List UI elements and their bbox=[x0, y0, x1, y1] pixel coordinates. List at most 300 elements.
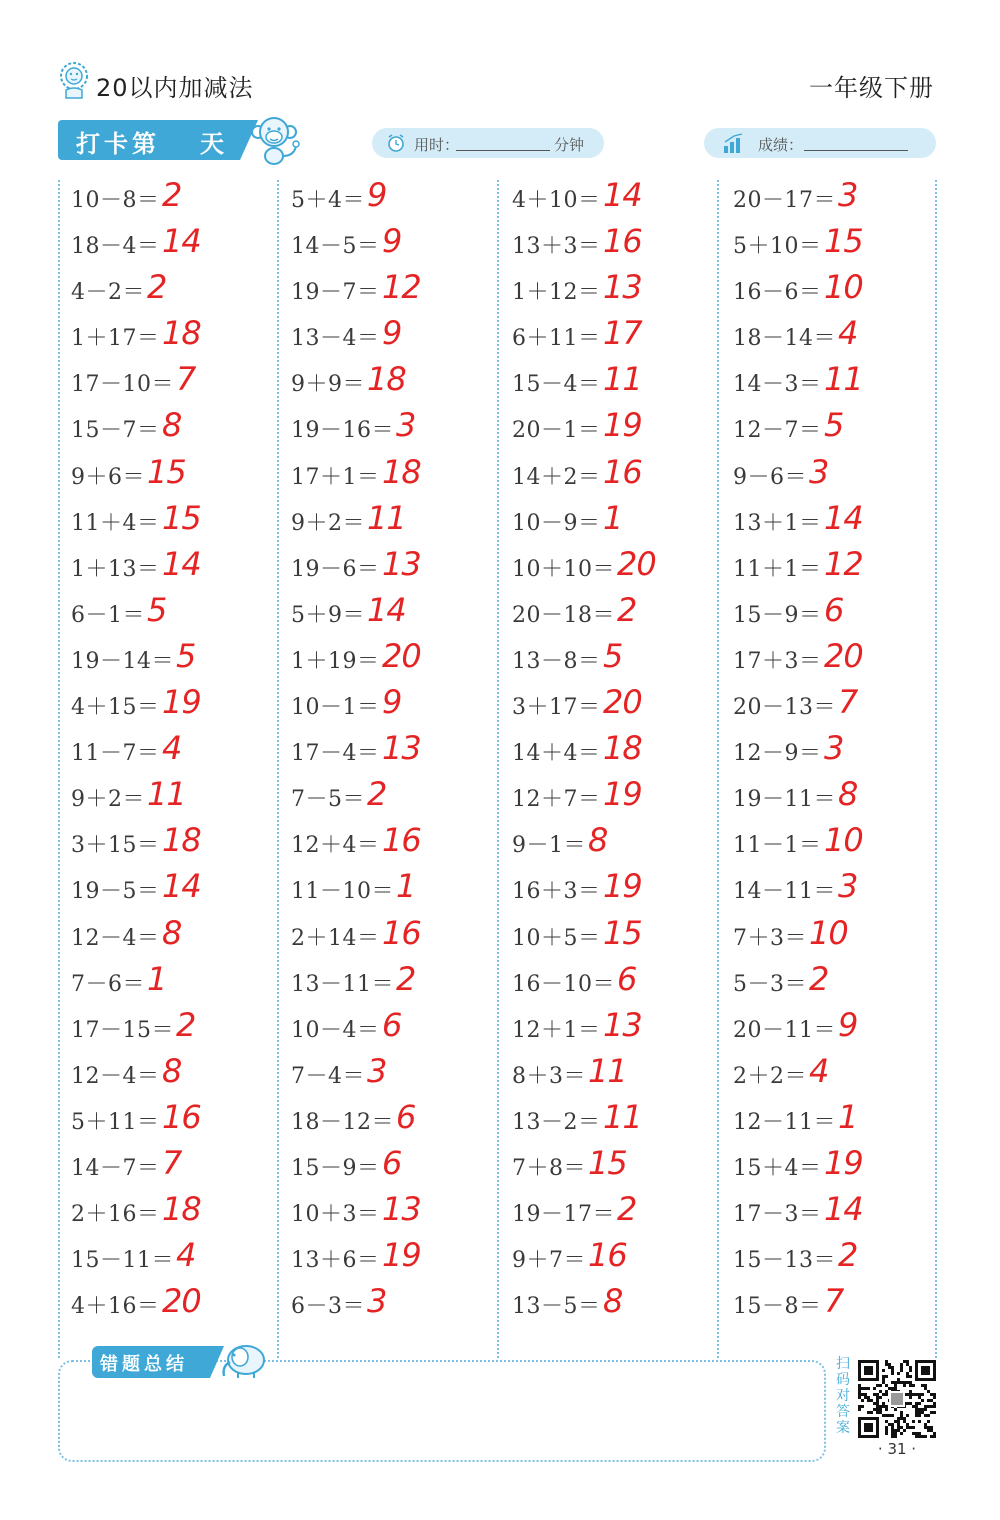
problem-row bbox=[720, 176, 940, 222]
handwritten-answer[interactable]: 2 bbox=[396, 959, 416, 998]
time-label: 用时： bbox=[414, 136, 460, 154]
problem-row bbox=[278, 1144, 498, 1190]
equation-text: 11＋1＝ bbox=[733, 556, 822, 582]
handwritten-answer[interactable]: 8 bbox=[603, 1282, 623, 1321]
problem-row bbox=[58, 1098, 278, 1144]
equation-text: 13＋1＝ bbox=[733, 510, 822, 536]
equation-text: 11－10＝ bbox=[291, 879, 394, 905]
equation-text: 10＋10＝ bbox=[512, 556, 615, 582]
equation-text: 12＋1＝ bbox=[512, 1017, 601, 1043]
handwritten-answer[interactable]: 8 bbox=[588, 821, 608, 860]
equation-text: 19－5＝ bbox=[71, 879, 160, 905]
handwritten-answer[interactable]: 2 bbox=[367, 775, 387, 814]
handwritten-answer[interactable]: 2 bbox=[838, 1236, 858, 1275]
handwritten-answer[interactable]: 18 bbox=[162, 821, 201, 860]
handwritten-answer[interactable]: 11 bbox=[588, 1051, 627, 1090]
problem-row bbox=[278, 1052, 498, 1098]
problem-row bbox=[278, 729, 498, 775]
problem-row bbox=[58, 729, 278, 775]
equation-text: 3＋17＝ bbox=[512, 695, 601, 721]
handwritten-answer[interactable]: 9 bbox=[367, 176, 387, 214]
equation-text: 13－4＝ bbox=[291, 326, 380, 352]
problem-row bbox=[58, 314, 278, 360]
equation-text: 7－5＝ bbox=[291, 787, 365, 813]
equation-text: 17＋1＝ bbox=[291, 464, 380, 490]
problem-row bbox=[278, 499, 498, 545]
handwritten-answer[interactable]: 15 bbox=[588, 1143, 627, 1182]
handwritten-answer[interactable]: 18 bbox=[162, 1190, 201, 1229]
problem-row bbox=[58, 683, 278, 729]
equation-text: 14－3＝ bbox=[733, 372, 822, 398]
handwritten-answer[interactable]: 12 bbox=[382, 268, 421, 307]
equation-text: 13＋3＝ bbox=[512, 234, 601, 260]
handwritten-answer[interactable]: 20 bbox=[382, 636, 421, 675]
equation-text: 5＋11＝ bbox=[71, 1109, 160, 1135]
handwritten-answer[interactable]: 8 bbox=[162, 406, 182, 445]
time-pill bbox=[372, 128, 604, 158]
equation-text: 4＋10＝ bbox=[512, 188, 601, 213]
equation-text: 15－9＝ bbox=[733, 602, 822, 628]
equation-text: 20－1＝ bbox=[512, 418, 601, 444]
book-title: 20以内加减法 bbox=[96, 74, 254, 102]
problem-row bbox=[720, 222, 940, 268]
equation-text: 12－4＝ bbox=[71, 925, 160, 951]
handwritten-answer[interactable]: 13 bbox=[382, 544, 421, 583]
time-input-blank[interactable] bbox=[456, 134, 550, 151]
problem-row bbox=[720, 360, 940, 406]
problem-row bbox=[278, 1190, 498, 1236]
problem-row bbox=[278, 775, 498, 821]
handwritten-answer[interactable]: 6 bbox=[396, 1097, 416, 1136]
problem-row bbox=[499, 729, 719, 775]
problem-row bbox=[720, 914, 940, 960]
equation-text: 10－4＝ bbox=[291, 1017, 380, 1043]
handwritten-answer[interactable]: 3 bbox=[396, 406, 416, 445]
problem-row bbox=[58, 499, 278, 545]
problem-row bbox=[58, 1052, 278, 1098]
equation-text: 12＋4＝ bbox=[291, 833, 380, 859]
problem-row bbox=[278, 545, 498, 591]
equation-text: 13－11＝ bbox=[291, 971, 394, 997]
equation-text: 20－11＝ bbox=[733, 1017, 836, 1043]
equation-text: 11－7＝ bbox=[71, 741, 160, 767]
handwritten-answer[interactable]: 6 bbox=[617, 959, 637, 998]
handwritten-answer[interactable]: 4 bbox=[838, 314, 858, 353]
checkin-label: 打卡第 bbox=[76, 130, 160, 158]
equation-text: 14－7＝ bbox=[71, 1155, 160, 1181]
problem-row bbox=[58, 176, 278, 222]
problem-row bbox=[720, 1236, 940, 1282]
equation-text: 5－3＝ bbox=[733, 971, 807, 997]
equation-text: 20－18＝ bbox=[512, 602, 615, 628]
handwritten-answer[interactable]: 13 bbox=[382, 1190, 421, 1229]
handwritten-answer[interactable]: 18 bbox=[382, 452, 421, 491]
equation-text: 19－17＝ bbox=[512, 1202, 615, 1228]
equation-text: 14＋4＝ bbox=[512, 741, 601, 767]
handwritten-answer[interactable]: 8 bbox=[162, 1051, 182, 1090]
problem-row bbox=[278, 453, 498, 499]
handwritten-answer[interactable]: 3 bbox=[838, 176, 858, 214]
checkin-day-label: 天 bbox=[200, 130, 224, 158]
equation-text: 3＋15＝ bbox=[71, 833, 160, 859]
equation-text: 17－3＝ bbox=[733, 1202, 822, 1228]
equation-text: 2＋2＝ bbox=[733, 1063, 807, 1089]
equation-text: 4＋15＝ bbox=[71, 695, 160, 721]
equation-text: 15－11＝ bbox=[71, 1248, 174, 1274]
problem-column-3 bbox=[499, 176, 719, 1328]
handwritten-answer[interactable]: 20 bbox=[603, 683, 642, 722]
equation-text: 18－12＝ bbox=[291, 1109, 394, 1135]
mistake-summary-label: 错题总结 bbox=[100, 1354, 188, 1375]
handwritten-answer[interactable]: 4 bbox=[809, 1051, 829, 1090]
handwritten-answer[interactable]: 19 bbox=[603, 775, 642, 814]
problem-row bbox=[278, 222, 498, 268]
problem-row bbox=[58, 914, 278, 960]
problem-row bbox=[278, 1236, 498, 1282]
handwritten-answer[interactable]: 2 bbox=[162, 176, 182, 214]
equation-text: 14－11＝ bbox=[733, 879, 836, 905]
problem-row bbox=[499, 314, 719, 360]
equation-text: 9－6＝ bbox=[733, 464, 807, 490]
handwritten-answer[interactable]: 2 bbox=[809, 959, 829, 998]
handwritten-answer[interactable]: 16 bbox=[382, 821, 421, 860]
problem-row bbox=[58, 1006, 278, 1052]
problem-row bbox=[499, 960, 719, 1006]
handwritten-answer[interactable]: 11 bbox=[367, 498, 406, 537]
problem-row bbox=[720, 729, 940, 775]
problem-row bbox=[720, 1282, 940, 1328]
problem-row bbox=[58, 406, 278, 452]
handwritten-answer[interactable]: 2 bbox=[617, 1190, 637, 1229]
handwritten-answer[interactable]: 1 bbox=[603, 498, 623, 537]
equation-text: 10＋5＝ bbox=[512, 925, 601, 951]
mistake-summary-banner bbox=[92, 1346, 210, 1378]
handwritten-answer[interactable]: 11 bbox=[824, 360, 863, 399]
problem-column-4 bbox=[720, 176, 940, 1328]
handwritten-answer[interactable]: 9 bbox=[382, 314, 402, 353]
handwritten-answer[interactable]: 8 bbox=[162, 913, 182, 952]
problem-row bbox=[720, 775, 940, 821]
handwritten-answer[interactable]: 3 bbox=[824, 729, 844, 768]
handwritten-answer[interactable]: 5 bbox=[147, 590, 167, 629]
handwritten-answer[interactable]: 16 bbox=[382, 913, 421, 952]
problem-row bbox=[278, 360, 498, 406]
equation-text: 2＋16＝ bbox=[71, 1202, 160, 1228]
handwritten-answer[interactable]: 18 bbox=[162, 314, 201, 353]
equation-text: 4＋16＝ bbox=[71, 1294, 160, 1320]
handwritten-answer[interactable]: 4 bbox=[162, 729, 182, 768]
equation-text: 12＋7＝ bbox=[512, 787, 601, 813]
handwritten-answer[interactable]: 14 bbox=[824, 498, 863, 537]
equation-text: 7－6＝ bbox=[71, 971, 145, 997]
handwritten-answer[interactable]: 13 bbox=[382, 729, 421, 768]
equation-text: 5＋4＝ bbox=[291, 188, 365, 213]
equation-text: 14－5＝ bbox=[291, 234, 380, 260]
equation-text: 7－4＝ bbox=[291, 1063, 365, 1089]
score-label: 成绩： bbox=[758, 136, 804, 154]
problem-row bbox=[58, 1236, 278, 1282]
handwritten-answer[interactable]: 13 bbox=[603, 268, 642, 307]
problem-row bbox=[499, 821, 719, 867]
problem-row bbox=[720, 1098, 940, 1144]
score-pill bbox=[704, 128, 936, 158]
score-input-blank[interactable] bbox=[804, 134, 908, 151]
equation-text: 12－4＝ bbox=[71, 1063, 160, 1089]
problem-row bbox=[278, 314, 498, 360]
handwritten-answer[interactable]: 11 bbox=[603, 360, 642, 399]
problem-row bbox=[720, 1144, 940, 1190]
problem-row bbox=[720, 499, 940, 545]
problem-row bbox=[499, 268, 719, 314]
equation-text: 20－13＝ bbox=[733, 695, 836, 721]
problem-row bbox=[499, 1052, 719, 1098]
equation-text: 9＋2＝ bbox=[71, 787, 145, 813]
equation-text: 10－1＝ bbox=[291, 695, 380, 721]
problem-row bbox=[499, 222, 719, 268]
handwritten-answer[interactable]: 14 bbox=[162, 867, 201, 906]
problem-row bbox=[499, 176, 719, 222]
problem-row bbox=[720, 406, 940, 452]
handwritten-answer[interactable]: 14 bbox=[367, 590, 406, 629]
equation-text: 9＋9＝ bbox=[291, 372, 365, 398]
problem-row bbox=[499, 591, 719, 637]
alarm-clock-icon bbox=[386, 133, 406, 153]
problem-row bbox=[58, 222, 278, 268]
handwritten-answer[interactable]: 20 bbox=[162, 1282, 201, 1321]
equation-text: 4－2＝ bbox=[71, 280, 145, 306]
problem-row bbox=[499, 775, 719, 821]
handwritten-answer[interactable]: 7 bbox=[176, 360, 196, 399]
equation-text: 17＋3＝ bbox=[733, 648, 822, 674]
equation-text: 19－16＝ bbox=[291, 418, 394, 444]
equation-text: 17－15＝ bbox=[71, 1017, 174, 1043]
equation-text: 7＋3＝ bbox=[733, 925, 807, 951]
handwritten-answer[interactable]: 2 bbox=[176, 1005, 196, 1044]
handwritten-answer[interactable]: 15 bbox=[603, 913, 642, 952]
equation-text: 8＋3＝ bbox=[512, 1063, 586, 1089]
handwritten-answer[interactable]: 18 bbox=[367, 360, 406, 399]
equation-text: 10＋3＝ bbox=[291, 1202, 380, 1228]
problem-row bbox=[499, 914, 719, 960]
problem-row bbox=[720, 453, 940, 499]
handwritten-answer[interactable]: 10 bbox=[824, 821, 863, 860]
equation-text: 1＋19＝ bbox=[291, 648, 380, 674]
handwritten-answer[interactable]: 1 bbox=[147, 959, 167, 998]
handwritten-answer[interactable]: 7 bbox=[162, 1143, 182, 1182]
problem-row bbox=[499, 1006, 719, 1052]
handwritten-answer[interactable]: 13 bbox=[603, 1005, 642, 1044]
checkin-banner bbox=[58, 120, 240, 160]
problem-row bbox=[278, 867, 498, 913]
problem-row bbox=[720, 268, 940, 314]
equation-text: 1＋17＝ bbox=[71, 326, 160, 352]
handwritten-answer[interactable]: 6 bbox=[382, 1005, 402, 1044]
problem-row bbox=[499, 637, 719, 683]
problem-row bbox=[499, 499, 719, 545]
handwritten-answer[interactable]: 3 bbox=[838, 867, 858, 906]
problem-row bbox=[278, 591, 498, 637]
equation-text: 13－5＝ bbox=[512, 1294, 601, 1320]
equation-text: 14＋2＝ bbox=[512, 464, 601, 490]
handwritten-answer[interactable]: 2 bbox=[147, 268, 167, 307]
page-number: · 31 · bbox=[877, 1440, 917, 1458]
qr-code-icon[interactable] bbox=[858, 1360, 936, 1438]
handwritten-answer[interactable]: 19 bbox=[162, 683, 201, 722]
equation-text: 9＋6＝ bbox=[71, 464, 145, 490]
problem-row bbox=[278, 637, 498, 683]
problem-row bbox=[720, 867, 940, 913]
handwritten-answer[interactable]: 19 bbox=[603, 867, 642, 906]
equation-text: 19－14＝ bbox=[71, 648, 174, 674]
handwritten-answer[interactable]: 10 bbox=[824, 268, 863, 307]
equation-text: 15＋4＝ bbox=[733, 1155, 822, 1181]
problem-row bbox=[58, 1282, 278, 1328]
equation-text: 12－11＝ bbox=[733, 1109, 836, 1135]
problem-row bbox=[58, 867, 278, 913]
problem-row bbox=[58, 775, 278, 821]
problem-row bbox=[278, 960, 498, 1006]
equation-text: 2＋14＝ bbox=[291, 925, 380, 951]
equation-text: 13－8＝ bbox=[512, 648, 601, 674]
problem-row bbox=[278, 914, 498, 960]
problem-row bbox=[499, 867, 719, 913]
problem-row bbox=[499, 1144, 719, 1190]
handwritten-answer[interactable]: 2 bbox=[617, 590, 637, 629]
equation-text: 12－9＝ bbox=[733, 741, 822, 767]
equation-text: 12－7＝ bbox=[733, 418, 822, 444]
equation-text: 17－4＝ bbox=[291, 741, 380, 767]
problem-row bbox=[499, 1098, 719, 1144]
bar-chart-icon bbox=[722, 132, 746, 154]
problem-row bbox=[720, 591, 940, 637]
equation-text: 7＋8＝ bbox=[512, 1155, 586, 1181]
problem-row bbox=[58, 268, 278, 314]
problem-row bbox=[58, 821, 278, 867]
time-unit: 分钟 bbox=[554, 136, 585, 154]
monkey-icon bbox=[248, 112, 304, 168]
equation-text: 13－2＝ bbox=[512, 1109, 601, 1135]
handwritten-answer[interactable]: 6 bbox=[382, 1143, 402, 1182]
problem-row bbox=[720, 1052, 940, 1098]
equation-text: 16－6＝ bbox=[733, 280, 822, 306]
problem-row bbox=[499, 1282, 719, 1328]
equation-text: 11＋4＝ bbox=[71, 510, 160, 536]
problem-row bbox=[278, 1098, 498, 1144]
handwritten-answer[interactable]: 20 bbox=[824, 636, 863, 675]
handwritten-answer[interactable]: 5 bbox=[824, 406, 844, 445]
handwritten-answer[interactable]: 19 bbox=[382, 1236, 421, 1275]
problem-row bbox=[720, 683, 940, 729]
problem-row bbox=[720, 545, 940, 591]
handwritten-answer[interactable]: 5 bbox=[176, 636, 196, 675]
problem-row bbox=[58, 1144, 278, 1190]
problem-row bbox=[720, 821, 940, 867]
problem-row bbox=[278, 268, 498, 314]
handwritten-answer[interactable]: 3 bbox=[367, 1282, 387, 1321]
handwritten-answer[interactable]: 14 bbox=[824, 1190, 863, 1229]
handwritten-answer[interactable]: 20 bbox=[617, 544, 656, 583]
handwritten-answer[interactable]: 14 bbox=[603, 176, 642, 214]
equation-text: 9－1＝ bbox=[512, 833, 586, 859]
problem-row bbox=[720, 1190, 940, 1236]
problem-row bbox=[278, 821, 498, 867]
handwritten-answer[interactable]: 9 bbox=[838, 1005, 858, 1044]
problem-row bbox=[720, 314, 940, 360]
equation-text: 6＋11＝ bbox=[512, 326, 601, 352]
problem-row bbox=[499, 1236, 719, 1282]
handwritten-answer[interactable]: 9 bbox=[382, 222, 402, 261]
equation-text: 11－1＝ bbox=[733, 833, 822, 859]
handwritten-answer[interactable]: 16 bbox=[162, 1097, 201, 1136]
problem-row bbox=[58, 960, 278, 1006]
equation-text: 18－4＝ bbox=[71, 234, 160, 260]
handwritten-answer[interactable]: 4 bbox=[176, 1236, 196, 1275]
equation-text: 13＋6＝ bbox=[291, 1248, 380, 1274]
equation-text: 15－8＝ bbox=[733, 1294, 822, 1320]
problem-row bbox=[278, 406, 498, 452]
equation-text: 5＋10＝ bbox=[733, 234, 822, 260]
handwritten-answer[interactable]: 15 bbox=[824, 222, 863, 261]
handwritten-answer[interactable]: 16 bbox=[603, 452, 642, 491]
handwritten-answer[interactable]: 8 bbox=[838, 775, 858, 814]
handwritten-answer[interactable]: 1 bbox=[396, 867, 416, 906]
problem-row bbox=[499, 453, 719, 499]
handwritten-answer[interactable]: 3 bbox=[367, 1051, 387, 1090]
handwritten-answer[interactable]: 16 bbox=[603, 222, 642, 261]
handwritten-answer[interactable]: 11 bbox=[147, 775, 186, 814]
problem-row bbox=[58, 545, 278, 591]
problem-row bbox=[499, 545, 719, 591]
equation-text: 15－13＝ bbox=[733, 1248, 836, 1274]
handwritten-answer[interactable]: 14 bbox=[162, 222, 201, 261]
handwritten-answer[interactable]: 9 bbox=[382, 683, 402, 722]
handwritten-answer[interactable]: 15 bbox=[147, 452, 186, 491]
equation-text: 10－8＝ bbox=[71, 188, 160, 213]
problem-row bbox=[58, 637, 278, 683]
handwritten-answer[interactable]: 7 bbox=[838, 683, 858, 722]
equation-text: 15－4＝ bbox=[512, 372, 601, 398]
handwritten-answer[interactable]: 18 bbox=[603, 729, 642, 768]
equation-text: 16－10＝ bbox=[512, 971, 615, 997]
equation-text: 10－9＝ bbox=[512, 510, 601, 536]
elephant-icon bbox=[214, 1340, 270, 1380]
handwritten-answer[interactable]: 17 bbox=[603, 314, 642, 353]
handwritten-answer[interactable]: 3 bbox=[809, 452, 829, 491]
handwritten-answer[interactable]: 10 bbox=[809, 913, 848, 952]
handwritten-answer[interactable]: 1 bbox=[838, 1097, 858, 1136]
handwritten-answer[interactable]: 6 bbox=[824, 590, 844, 629]
handwritten-answer[interactable]: 16 bbox=[588, 1236, 627, 1275]
handwritten-answer[interactable]: 14 bbox=[162, 544, 201, 583]
problem-row bbox=[499, 360, 719, 406]
handwritten-answer[interactable]: 15 bbox=[162, 498, 201, 537]
handwritten-answer[interactable]: 19 bbox=[824, 1143, 863, 1182]
lion-icon bbox=[58, 60, 90, 100]
handwritten-answer[interactable]: 5 bbox=[603, 636, 623, 675]
equation-text: 6－1＝ bbox=[71, 602, 145, 628]
equation-text: 5＋9＝ bbox=[291, 602, 365, 628]
problem-row bbox=[58, 453, 278, 499]
handwritten-answer[interactable]: 12 bbox=[824, 544, 863, 583]
handwritten-answer[interactable]: 7 bbox=[824, 1282, 844, 1321]
problem-row bbox=[278, 1282, 498, 1328]
equation-text: 19－7＝ bbox=[291, 280, 380, 306]
handwritten-answer[interactable]: 11 bbox=[603, 1097, 642, 1136]
equation-text: 19－11＝ bbox=[733, 787, 836, 813]
problem-column-2 bbox=[278, 176, 498, 1328]
problem-row bbox=[278, 176, 498, 222]
handwritten-answer[interactable]: 19 bbox=[603, 406, 642, 445]
